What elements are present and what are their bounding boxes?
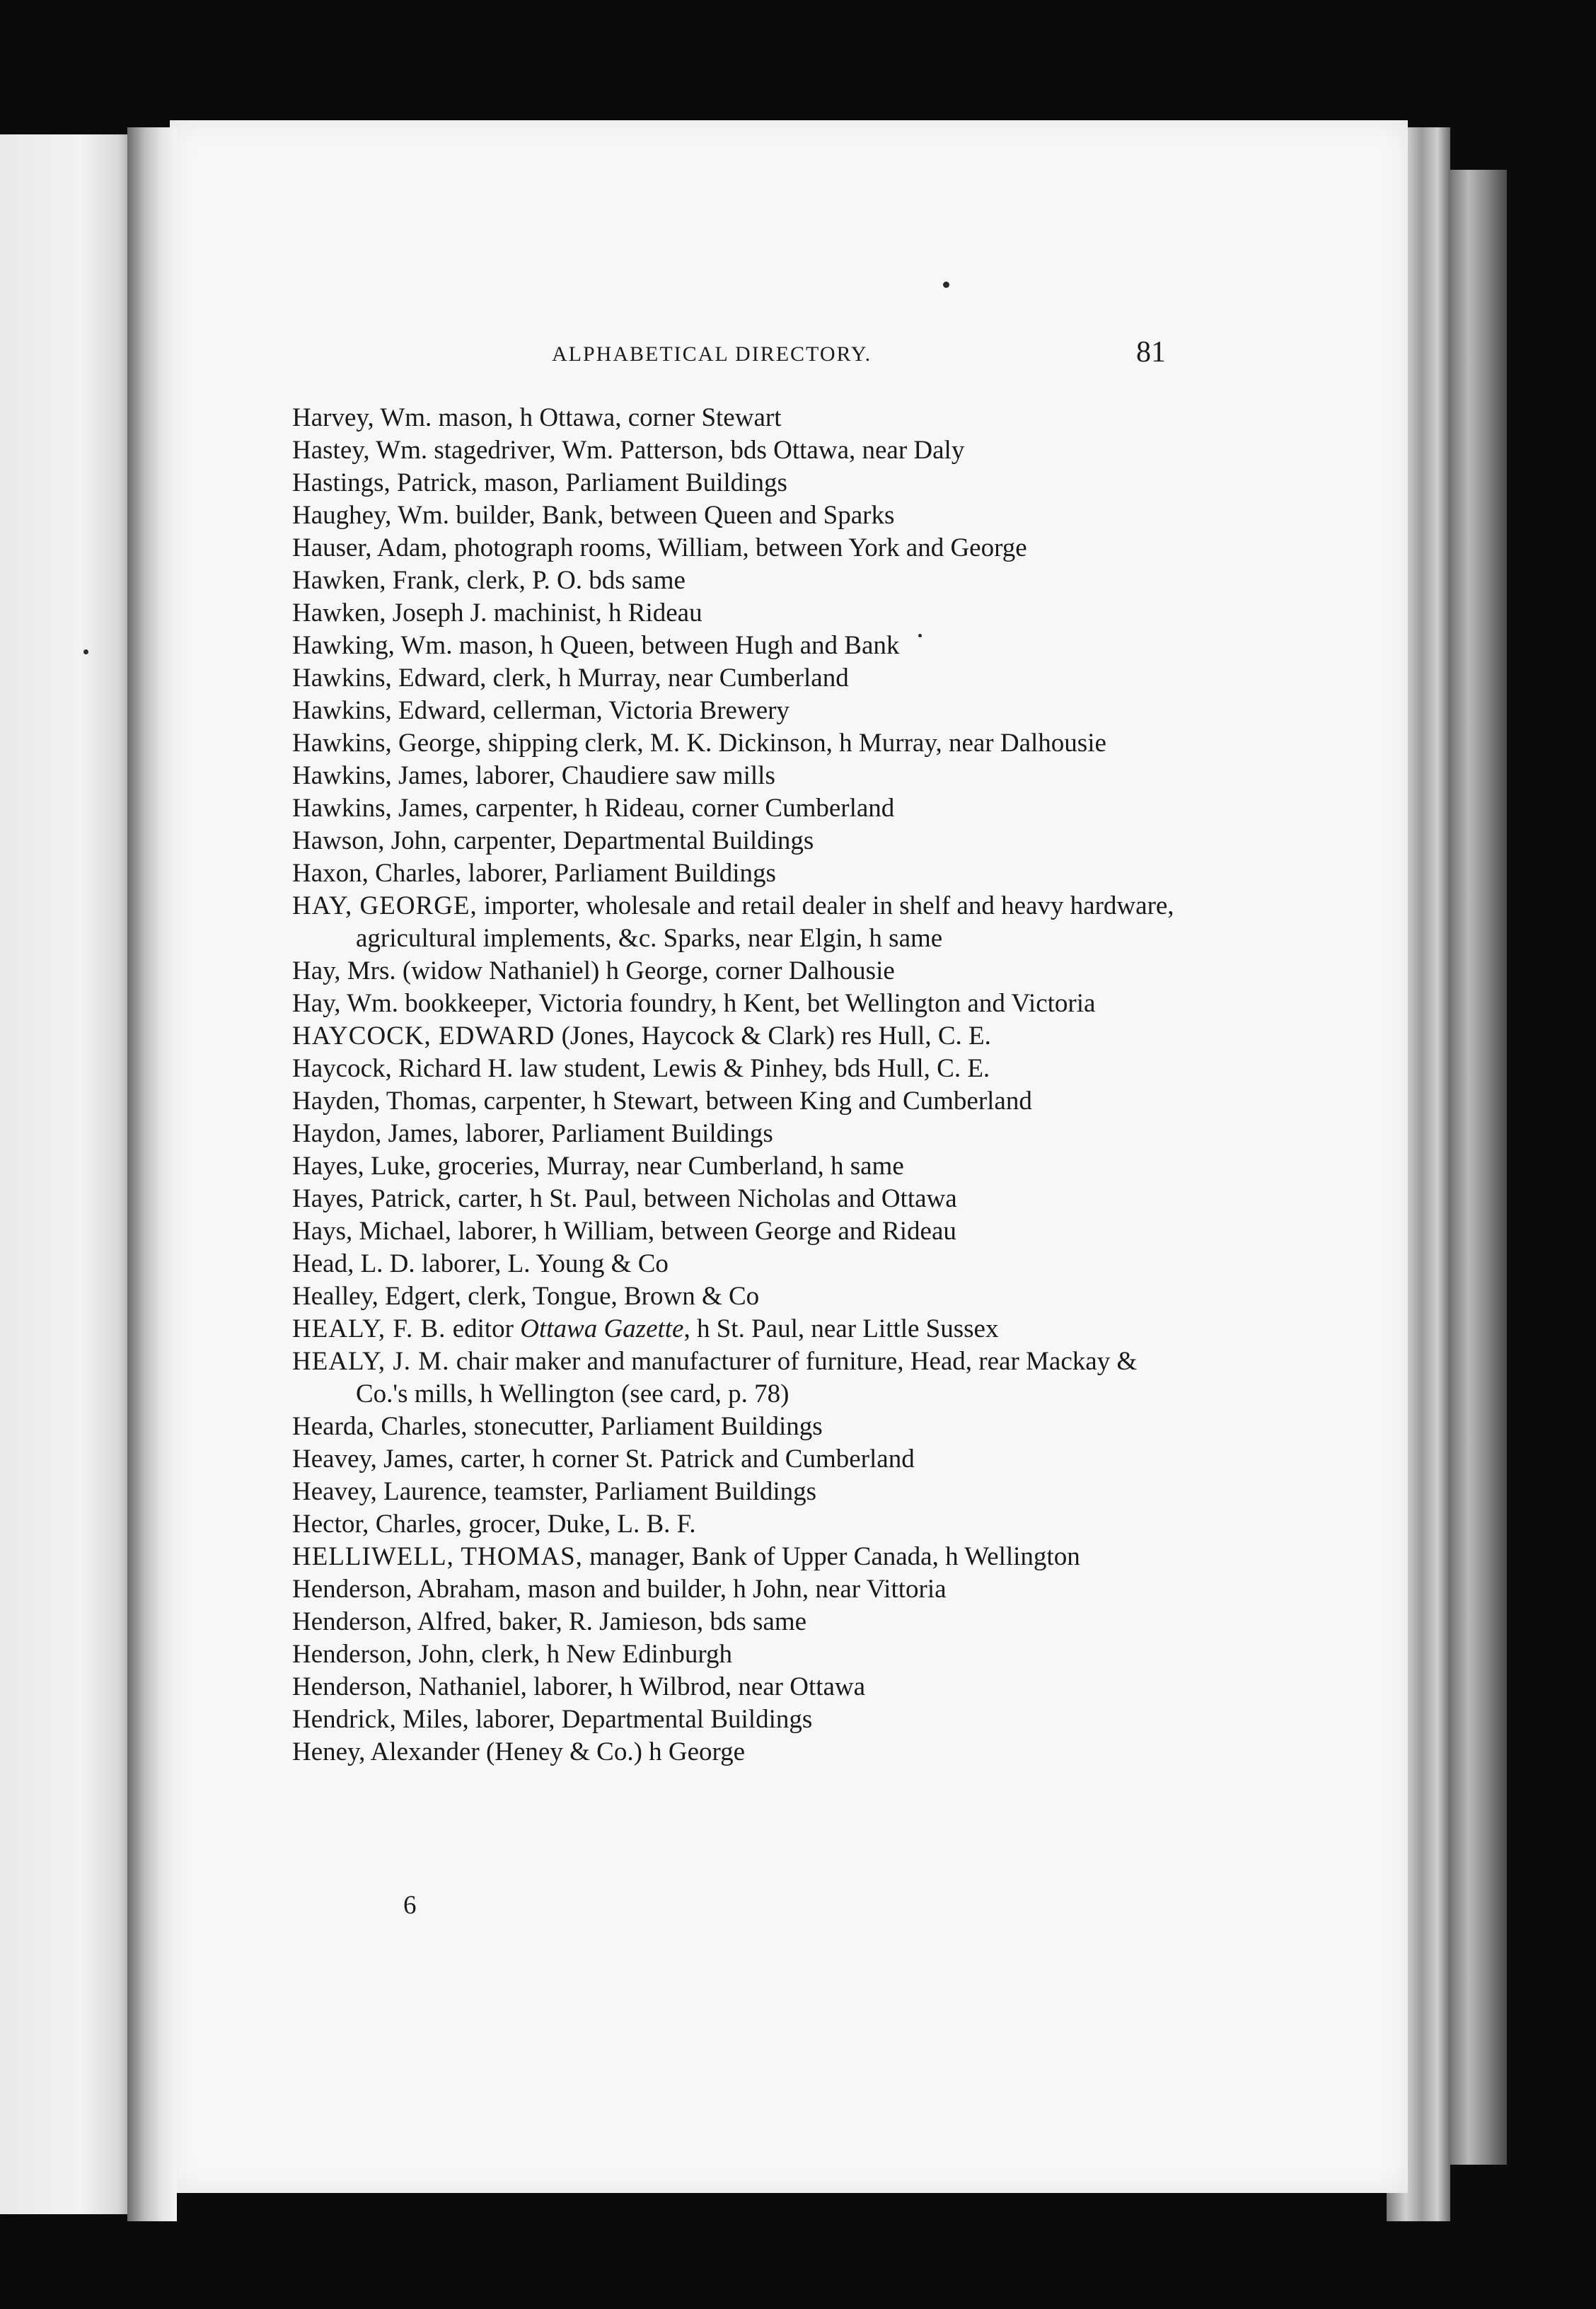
entry-name: Hawken, bbox=[292, 598, 386, 627]
entry-details: (Jones, Haycock & Clark) res Hull, C. E. bbox=[555, 1022, 991, 1051]
entry-details: Richard H. law student, Lewis & Pinhey, bds Hull, C. E. bbox=[391, 1054, 990, 1083]
directory-entry bbox=[292, 1411, 1191, 1443]
entry-name: Hayes, bbox=[292, 1152, 364, 1181]
previous-page-edge bbox=[0, 134, 134, 2214]
directory-entry bbox=[292, 467, 1191, 499]
directory-entry bbox=[292, 1150, 1191, 1183]
entry-details: Adam, photograph rooms, William, between York and George bbox=[371, 533, 1027, 562]
book-gutter bbox=[127, 127, 177, 2221]
entry-name: HEALY, F. B. bbox=[292, 1314, 446, 1343]
entry-name: Hector, bbox=[292, 1510, 369, 1539]
entry-details: Edward, clerk, h Murray, near Cumberland bbox=[391, 664, 849, 693]
entry-details: Luke, groceries, Murray, near Cumberland, h same bbox=[364, 1152, 904, 1181]
directory-entry bbox=[292, 1573, 1191, 1606]
entry-name: HAY, GEORGE, bbox=[292, 891, 478, 920]
directory-entry bbox=[292, 1508, 1191, 1541]
directory-entry bbox=[292, 1541, 1191, 1573]
directory-entry bbox=[292, 1280, 1191, 1313]
entry-name: Hawkins, bbox=[292, 696, 392, 725]
entry-name: Henderson, bbox=[292, 1672, 412, 1701]
entry-details: Alfred, baker, R. Jamieson, bds same bbox=[412, 1607, 807, 1636]
entry-name: Hawson, bbox=[292, 826, 385, 855]
entry-details: Michael, laborer, h William, between George and Rideau bbox=[352, 1217, 956, 1246]
entry-details: Alexander (Heney & Co.) h George bbox=[365, 1737, 746, 1766]
entry-details: Charles, stonecutter, Parliament Buildings bbox=[374, 1412, 823, 1441]
directory-entries bbox=[292, 402, 1191, 1769]
directory-entry bbox=[292, 727, 1191, 760]
entry-details: George, shipping clerk, M. K. Dickinson, h Murray, near Dalhousie bbox=[391, 729, 1106, 758]
entry-name: Heney, bbox=[292, 1737, 366, 1766]
directory-entry bbox=[292, 532, 1191, 565]
directory-entry bbox=[292, 1703, 1191, 1736]
entry-details: Wm. stagedriver, Wm. Patterson, bds Ottawa, near Daly bbox=[369, 436, 965, 465]
entry-name: Hawkins, bbox=[292, 794, 392, 823]
entry-details: James, carpenter, h Rideau, corner Cumberland bbox=[391, 794, 895, 823]
directory-entry bbox=[292, 1443, 1191, 1476]
paper-speck bbox=[943, 282, 949, 288]
entry-details: Patrick, carter, h St. Paul, between Nicholas and Ottawa bbox=[364, 1184, 957, 1213]
entry-name: Hayes, bbox=[292, 1184, 364, 1213]
directory-entry bbox=[292, 434, 1191, 467]
entry-details: importer, wholesale and retail dealer in shelf and heavy hardware, agricultural implements, &c. Sparks, near Elgin, h same bbox=[356, 891, 1174, 953]
entry-name: Hastey, bbox=[292, 436, 370, 465]
entry-details: John, clerk, h New Edinburgh bbox=[412, 1640, 733, 1669]
entry-details: Nathaniel, laborer, h Wilbrod, near Ottawa bbox=[412, 1672, 866, 1701]
entry-name: Hays, bbox=[292, 1217, 353, 1246]
directory-entry bbox=[292, 630, 1191, 662]
entry-details: Laurence, teamster, Parliament Buildings bbox=[376, 1477, 817, 1506]
directory-entry bbox=[292, 695, 1191, 727]
directory-entry bbox=[292, 1736, 1191, 1769]
entry-details: Abraham, mason and builder, h John, near Vittoria bbox=[412, 1575, 947, 1604]
entry-name: Head, bbox=[292, 1249, 354, 1278]
entry-name: Hawking, bbox=[292, 631, 395, 660]
directory-entry bbox=[292, 1313, 1191, 1346]
paper-speck bbox=[918, 634, 922, 637]
directory-entry bbox=[292, 1638, 1191, 1671]
entry-name: Hay, bbox=[292, 989, 341, 1018]
directory-entry bbox=[292, 1606, 1191, 1638]
entry-name: Hendrick, bbox=[292, 1705, 396, 1734]
directory-entry bbox=[292, 988, 1191, 1020]
entry-details: Wm. mason, h Queen, between Hugh and Bank bbox=[394, 631, 900, 660]
entry-details: Wm. bookkeeper, Victoria foundry, h Kent, bet Wellington and Victoria bbox=[340, 989, 1096, 1018]
directory-entry bbox=[292, 1476, 1191, 1508]
entry-name: Haxon, bbox=[292, 859, 369, 888]
directory-entry bbox=[292, 1085, 1191, 1118]
entry-details: L. D. laborer, L. Young & Co bbox=[354, 1249, 669, 1278]
directory-entry bbox=[292, 857, 1191, 890]
entry-name: Hawkins, bbox=[292, 729, 392, 758]
entry-name: Hawkins, bbox=[292, 664, 392, 693]
entry-name: Healley, bbox=[292, 1282, 378, 1311]
entry-name: HELLIWELL, THOMAS, bbox=[292, 1542, 583, 1571]
page-number: 81 bbox=[1136, 336, 1166, 369]
entry-name: Harvey, bbox=[292, 403, 374, 432]
directory-entry bbox=[292, 1346, 1191, 1411]
entry-name: Hawken, bbox=[292, 566, 386, 595]
directory-entry bbox=[292, 1671, 1191, 1703]
directory-entry bbox=[292, 760, 1191, 792]
entry-name: Haydon, bbox=[292, 1119, 382, 1148]
entry-details: James, laborer, Parliament Buildings bbox=[381, 1119, 773, 1148]
entry-details: Charles, laborer, Parliament Buildings bbox=[368, 859, 776, 888]
entry-details: Patrick, mason, Parliament Buildings bbox=[390, 468, 787, 497]
entry-name: HAYCOCK, EDWARD bbox=[292, 1022, 555, 1051]
entry-details: Edgert, clerk, Tongue, Brown & Co bbox=[378, 1282, 760, 1311]
entry-details: Wm. mason, h Ottawa, corner Stewart bbox=[374, 403, 782, 432]
entry-publication: Ottawa Gazette bbox=[520, 1314, 684, 1343]
entry-details: manager, Bank of Upper Canada, h Wellington bbox=[582, 1542, 1080, 1571]
entry-details-continued: , h St. Paul, near Little Sussex bbox=[683, 1314, 999, 1343]
directory-entry bbox=[292, 1053, 1191, 1085]
entry-details: Joseph J. machinist, h Rideau bbox=[386, 598, 702, 627]
entry-name: Haughey, bbox=[292, 501, 392, 530]
entry-name: Henderson, bbox=[292, 1640, 412, 1669]
signature-mark: 6 bbox=[403, 1891, 417, 1920]
entry-name: Hawkins, bbox=[292, 761, 392, 790]
entry-name: Heavey, bbox=[292, 1445, 377, 1474]
directory-entry bbox=[292, 499, 1191, 532]
running-header: ALPHABETICAL DIRECTORY. bbox=[552, 342, 872, 366]
entry-details: John, carpenter, Departmental Buildings bbox=[384, 826, 814, 855]
entry-details: Miles, laborer, Departmental Buildings bbox=[395, 1705, 813, 1734]
entry-details: editor bbox=[446, 1314, 521, 1343]
directory-entry bbox=[292, 1215, 1191, 1248]
entry-details: Wm. builder, Bank, between Queen and Sparks bbox=[391, 501, 895, 530]
directory-entry bbox=[292, 792, 1191, 825]
entry-name: Hayden, bbox=[292, 1087, 381, 1116]
entry-name: Hay, bbox=[292, 956, 341, 985]
directory-entry bbox=[292, 402, 1191, 434]
directory-entry bbox=[292, 565, 1191, 597]
directory-entry bbox=[292, 597, 1191, 630]
directory-entry bbox=[292, 1248, 1191, 1280]
paper-speck bbox=[83, 649, 88, 654]
page-stack-edge-outer bbox=[1443, 170, 1507, 2165]
entry-details: James, laborer, Chaudiere saw mills bbox=[391, 761, 775, 790]
entry-details: Frank, clerk, P. O. bds same bbox=[386, 566, 686, 595]
entry-name: Hastings, bbox=[292, 468, 391, 497]
entry-details: James, carter, h corner St. Patrick and Cumberland bbox=[376, 1445, 915, 1474]
entry-name: Haycock, bbox=[292, 1054, 392, 1083]
entry-name: Hearda, bbox=[292, 1412, 375, 1441]
directory-entry bbox=[292, 662, 1191, 695]
directory-entry bbox=[292, 1020, 1191, 1053]
directory-entry bbox=[292, 890, 1191, 955]
entry-name: Henderson, bbox=[292, 1607, 412, 1636]
entry-details: chair maker and manufacturer of furniture, Head, rear Mackay & Co.'s mills, h Wellington (see card, p. 78) bbox=[356, 1347, 1138, 1408]
directory-entry bbox=[292, 825, 1191, 857]
entry-details: Edward, cellerman, Victoria Brewery bbox=[391, 696, 790, 725]
directory-entry bbox=[292, 1118, 1191, 1150]
entry-name: Henderson, bbox=[292, 1575, 412, 1604]
directory-entry bbox=[292, 955, 1191, 988]
entry-name: Heavey, bbox=[292, 1477, 377, 1506]
entry-details: Thomas, carpenter, h Stewart, between King and Cumberland bbox=[380, 1087, 1032, 1116]
entry-details: Mrs. (widow Nathaniel) h George, corner Dalhousie bbox=[340, 956, 895, 985]
directory-entry bbox=[292, 1183, 1191, 1215]
entry-name: HEALY, J. M. bbox=[292, 1347, 450, 1376]
entry-details: Charles, grocer, Duke, L. B. F. bbox=[369, 1510, 696, 1539]
entry-name: Hauser, bbox=[292, 533, 372, 562]
